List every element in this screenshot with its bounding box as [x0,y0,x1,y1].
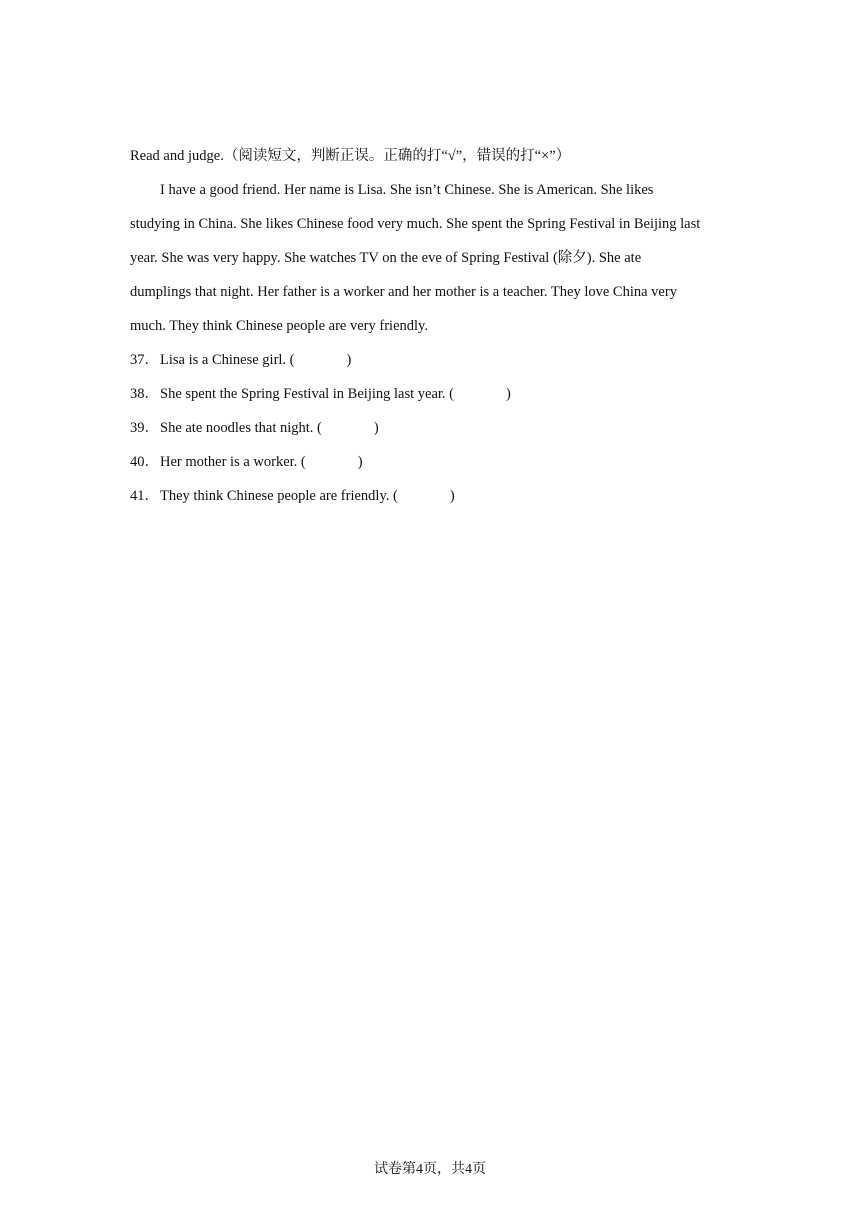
close-paren: ) [357,454,363,470]
instruction: Read and judge.（阅读短文，判断正误。正确的打“√”，错误的打“×”） [130,148,571,164]
question-text: They think Chinese people are friendly. ( [160,488,398,504]
question-number: 38． [130,386,159,402]
question-38 [130,384,511,404]
question-text: Lisa is a Chinese girl. ( [160,352,295,368]
question-text: She spent the Spring Festival in Beijing last year. ( [160,386,454,402]
passage-line-2: studying in China. She likes Chinese food very much. She spent the Spring Festival in Beijing last [130,216,701,232]
passage-line-1: I have a good friend. Her name is Lisa. She isn’t Chinese. She is American. She likes [160,182,654,198]
close-paren: ) [506,386,511,402]
question-text: Her mother is a worker. ( [160,454,306,470]
passage-line-3: year. She was very happy. She watches TV on the eve of Spring Festival (除夕). She ate [130,250,642,266]
question-number: 37． [130,352,159,368]
question-text: She ate noodles that night. ( [160,420,322,436]
question-number: 39． [130,420,159,436]
question-number: 40． [130,454,159,470]
close-paren: ) [449,488,455,504]
passage-line-5: much. They think Chinese people are very friendly. [130,318,428,334]
question-41 [130,486,455,506]
close-paren: ) [346,352,352,368]
question-37 [130,350,351,370]
close-paren: ) [373,420,379,436]
page-footer: 试卷第4页，共4页 [374,1162,486,1177]
passage-line-4: dumplings that night. Her father is a worker and her mother is a teacher. They love China very [130,284,677,300]
question-40 [130,452,363,472]
question-number: 41． [130,488,159,504]
question-39 [130,418,379,438]
